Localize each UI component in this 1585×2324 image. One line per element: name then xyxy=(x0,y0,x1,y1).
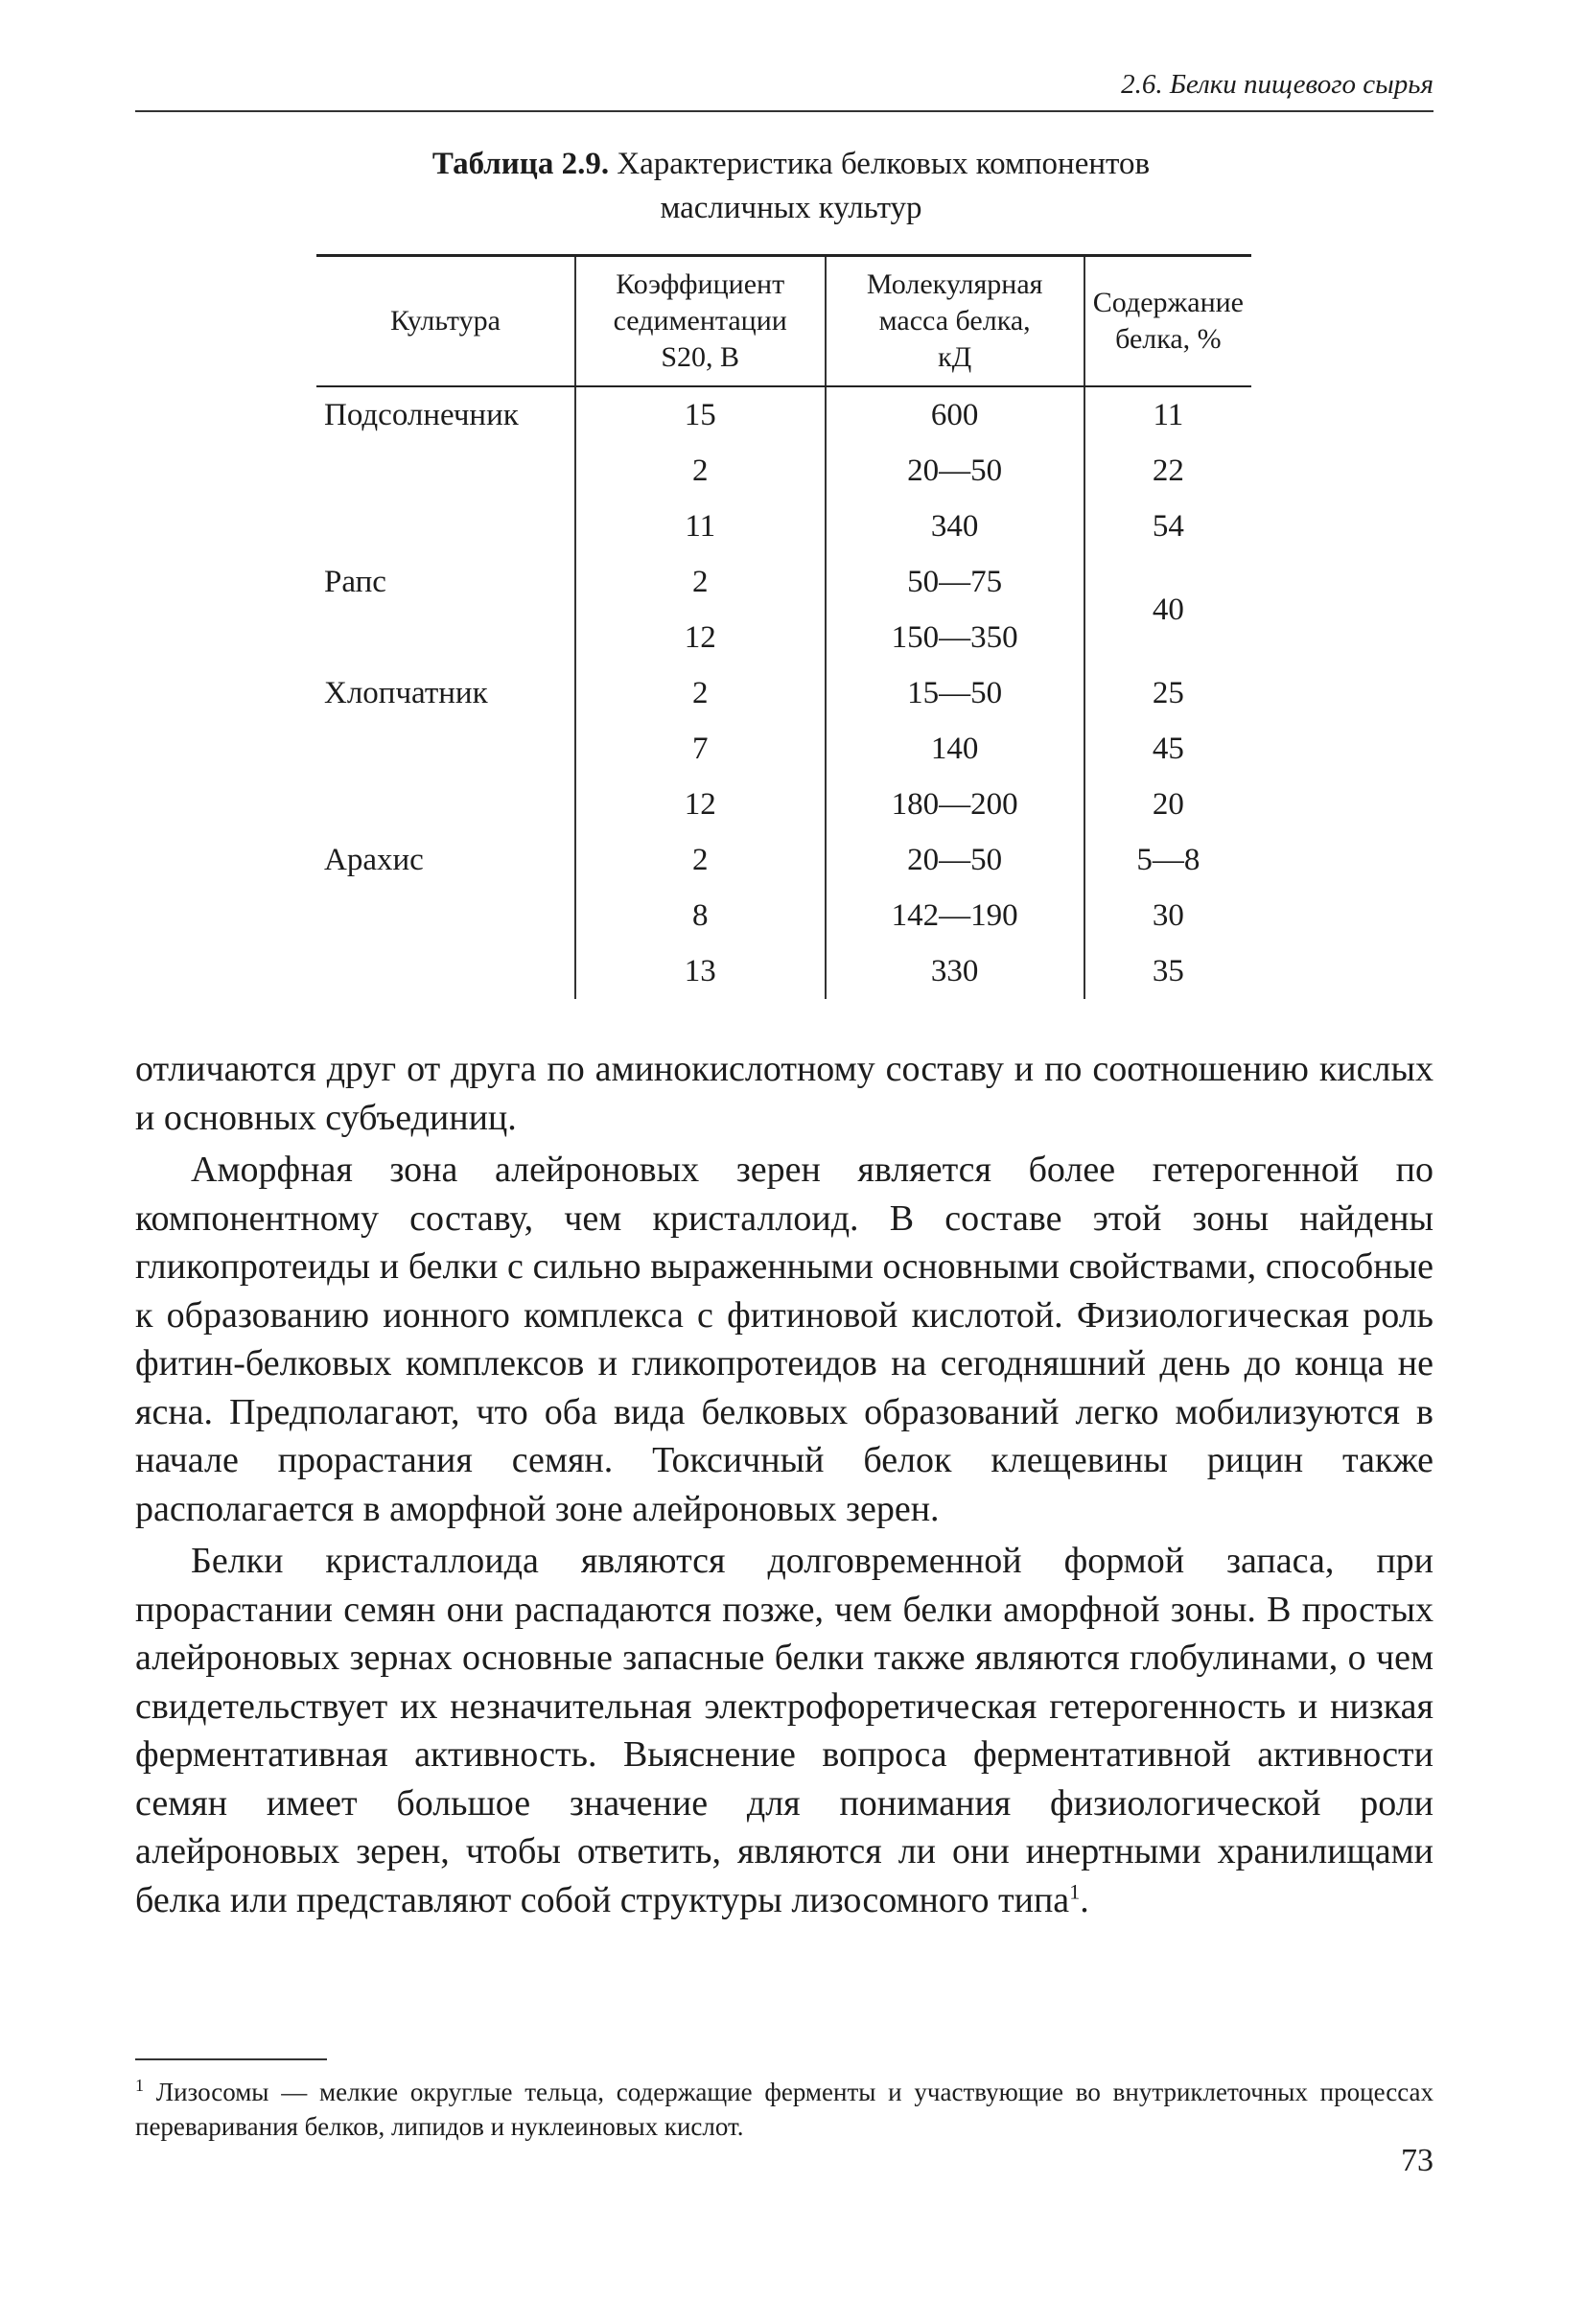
running-header xyxy=(135,69,1433,112)
cell-crop: Рапс xyxy=(324,564,386,599)
table-header-row xyxy=(316,256,1251,387)
cell-molecular-mass: 600 xyxy=(826,386,1084,443)
cell-protein-content: 11 xyxy=(1084,386,1251,443)
cell-crop xyxy=(316,721,575,777)
header-molecular-mass: Молекулярная масса белка, кД xyxy=(826,256,1084,387)
table-body xyxy=(316,386,1251,999)
footnote-reference[interactable]: 1 xyxy=(1069,1878,1081,1903)
table-row xyxy=(316,777,1251,832)
cell-crop: Подсолнечник xyxy=(324,397,519,432)
footnote-text: Лизосомы — мелкие округлые тельца, содержащие ферменты и участвующие во внутриклеточных процессах переваривания белков, липидов и нуклеиновых кислот. xyxy=(135,2078,1434,2141)
footnote-divider xyxy=(135,2058,327,2060)
body-text xyxy=(135,1045,1433,1924)
table-row xyxy=(316,499,1251,554)
paragraph-continuation: отличаются друг от друга по аминокислотному составу и по соотношению кислых и основных субъединиц. xyxy=(135,1049,1433,1138)
table-row xyxy=(316,554,1251,610)
cell-molecular-mass: 340 xyxy=(826,499,1084,554)
table-row xyxy=(316,832,1251,888)
cell-sedimentation: 12 xyxy=(575,777,826,832)
paragraph-crystalloid-text: Белки кристаллоида являются долговременной формой запаса, при прорастании семян они распадаются позже, чем белки аморфной зоны. В простых алейроновых зернах основные запасные белки также являются глобулинами, о чем свидетельствует их незначительная электрофоретическая гетерогенность и низкая ферментативная активность. Выяснение вопроса ферментативной активности семян имеет большое значение для понимания физиологической роли алейроновых зерен, чтобы ответить, являются ли они инертными хранилищами белка или представляют собой структуры лизосомного типа xyxy=(135,1541,1433,1920)
cell-sedimentation: 2 xyxy=(575,554,826,610)
table-row xyxy=(316,721,1251,777)
cell-molecular-mass: 50—75 xyxy=(826,554,1084,610)
cell-protein-content: 20 xyxy=(1084,777,1251,832)
table-caption xyxy=(288,142,1294,230)
cell-molecular-mass: 15—50 xyxy=(826,665,1084,721)
table-caption-title-line1: Характеристика белковых компонентов xyxy=(617,147,1151,181)
header-sedimentation: Коэффициент седиментации S20, В xyxy=(575,256,826,387)
cell-molecular-mass: 150—350 xyxy=(826,610,1084,665)
cell-crop xyxy=(316,943,575,999)
table-row xyxy=(316,888,1251,943)
table-header xyxy=(316,256,1251,387)
cell-crop xyxy=(316,443,575,499)
cell-sedimentation: 12 xyxy=(575,610,826,665)
table-caption-title-line2: масличных культур xyxy=(660,191,922,225)
cell-sedimentation: 13 xyxy=(575,943,826,999)
table-row xyxy=(316,943,1251,999)
cell-molecular-mass: 180—200 xyxy=(826,777,1084,832)
cell-sedimentation: 7 xyxy=(575,721,826,777)
cell-molecular-mass: 20—50 xyxy=(826,443,1084,499)
cell-molecular-mass: 330 xyxy=(826,943,1084,999)
cell-protein-content: 54 xyxy=(1084,499,1251,554)
cell-crop xyxy=(316,777,575,832)
cell-protein-content: 40 xyxy=(1084,554,1251,665)
cell-sedimentation: 2 xyxy=(575,665,826,721)
footnote xyxy=(135,2075,1433,2144)
header-protein-content: Содержание белка, % xyxy=(1084,256,1251,387)
cell-molecular-mass: 142—190 xyxy=(826,888,1084,943)
cell-crop: Арахис xyxy=(324,842,424,877)
header-crop: Культура xyxy=(316,256,575,387)
page-number: 73 xyxy=(1401,2143,1433,2178)
protein-components-table xyxy=(316,254,1251,999)
cell-crop xyxy=(316,888,575,943)
table-row xyxy=(316,386,1251,443)
cell-sedimentation: 15 xyxy=(575,386,826,443)
cell-protein-content: 5—8 xyxy=(1084,832,1251,888)
cell-protein-content: 30 xyxy=(1084,888,1251,943)
cell-sedimentation: 2 xyxy=(575,832,826,888)
paragraph-crystalloid-proteins: Белки кристаллоида являются долговременной формой запаса, при прорастании семян они распадаются позже, чем белки аморфной зоны. В простых алейроновых зернах основные запасные белки также являются глобулинами, о чем свидетельствует их незначительная электрофоретическая гетерогенность и низкая ферментативная активность. Выяснение вопроса ферментативной активности семян имеет большое значение для понимания физиологической роли алейроновых зерен, чтобы ответить, являются ли они инертными хранилищами белка или представляют собой структуры лизосомного типа$^1$. xyxy=(135,1541,1433,1920)
cell-crop xyxy=(316,499,575,554)
cell-sedimentation: 8 xyxy=(575,888,826,943)
cell-sedimentation: 2 xyxy=(575,443,826,499)
running-title: 2.6. Белки пищевого сырья xyxy=(1121,69,1433,100)
footnote-marker: 1 xyxy=(135,2076,144,2095)
cell-protein-content: 35 xyxy=(1084,943,1251,999)
table-row xyxy=(316,443,1251,499)
table-row xyxy=(316,665,1251,721)
cell-protein-content: 22 xyxy=(1084,443,1251,499)
cell-crop xyxy=(316,610,575,665)
table-caption-label: Таблица 2.9. xyxy=(431,147,610,181)
cell-crop: Хлопчатник xyxy=(324,675,488,710)
cell-protein-content: 25 xyxy=(1084,665,1251,721)
cell-protein-content: 45 xyxy=(1084,721,1251,777)
cell-molecular-mass: 20—50 xyxy=(826,832,1084,888)
cell-sedimentation: 11 xyxy=(575,499,826,554)
cell-molecular-mass: 140 xyxy=(826,721,1084,777)
paragraph-amorphous-zone: Аморфная зона алейроновых зерен является более гетерогенной по компонентному составу, чем кристаллоид. В составе этой зоны найдены гликопротеиды и белки с сильно выраженными основными свойствами, способные к образованию ионного комплекса с фитиновой кислотой. Физиологическая роль фитин-белковых комплексов и гликопротеидов на сегодняшний день до конца не ясна. Предполагают, что оба вида белковых образований легко мобилизуются в начале прорастания семян. Токсичный белок клещевины рицин также располагается в аморфной зоне алейроновых зерен. xyxy=(135,1150,1433,1529)
